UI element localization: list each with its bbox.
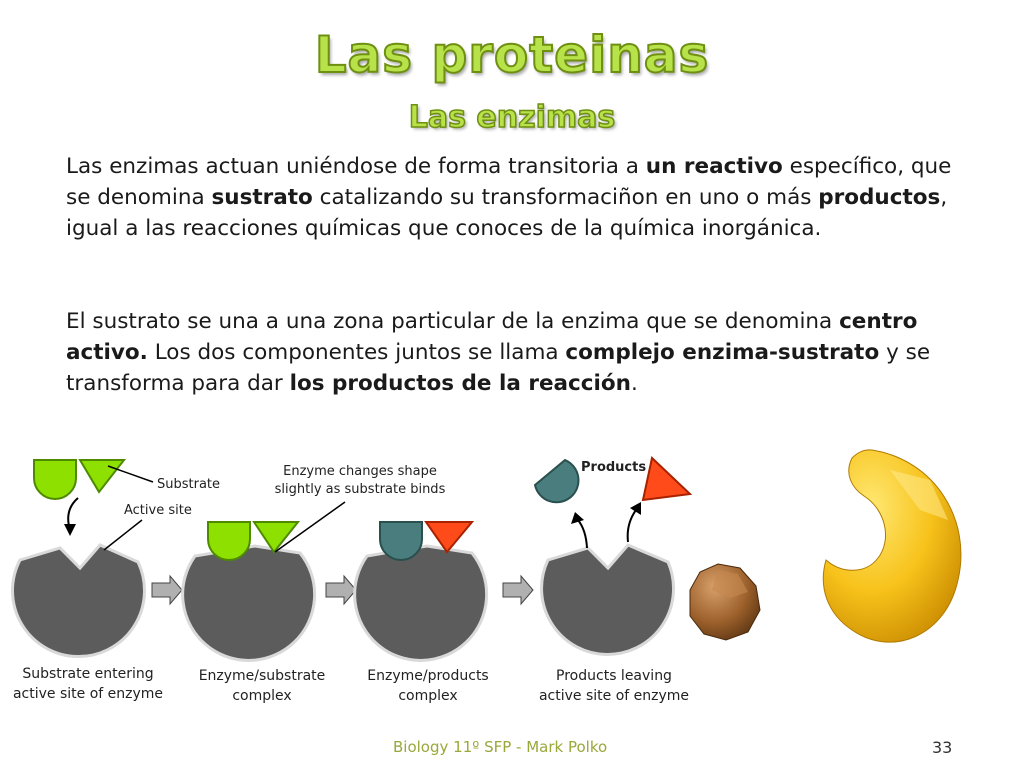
paragraph-active-site — [66, 306, 956, 399]
caption-3a: Enzyme/products — [367, 668, 489, 684]
step-arrow — [152, 576, 182, 604]
caption-2b: complex — [232, 688, 292, 704]
page-number: 33 — [932, 738, 953, 757]
label-substrate: Substrate — [157, 477, 221, 492]
enzyme-shape — [355, 546, 487, 660]
stage-products-leaving — [535, 458, 690, 704]
substrate-pointer — [108, 466, 153, 482]
term-productos-reaccion: los productos de la reacción — [289, 371, 631, 396]
enzyme-shape — [542, 545, 674, 654]
paragraph-text: Los dos componentes juntos se llama — [147, 340, 566, 365]
active-site-pointer — [104, 520, 142, 550]
enzyme-3d-shape — [823, 450, 961, 642]
product-teardrop — [535, 460, 578, 502]
paragraph-text: específico, que se denomina — [66, 154, 952, 210]
substrate-semicircle — [34, 460, 76, 499]
leaving-arrow-right — [628, 510, 636, 542]
term-complejo: complejo enzima-sustrato — [565, 340, 880, 365]
caption-4a: Products leaving — [556, 668, 672, 684]
caption-3b: complex — [398, 688, 458, 704]
leaving-arrowhead-left — [571, 512, 584, 524]
caption-1a: Substrate entering — [22, 666, 154, 682]
step-arrow — [503, 576, 533, 604]
leaving-arrow-left — [578, 520, 587, 548]
substrate-3d-model — [690, 564, 760, 640]
stage-enzyme-products-complex — [355, 522, 489, 704]
caption-2a: Enzyme/substrate — [198, 668, 326, 684]
substrate-semicircle — [208, 522, 250, 560]
slide-subtitle: Las enzimas — [408, 100, 616, 135]
paragraph-text: catalizando su transformaciñon en uno o más — [312, 185, 819, 210]
label-active-site: Active site — [124, 503, 192, 518]
term-centro-activo: centro activo. — [66, 309, 918, 365]
caption-1b: active site of enzyme — [12, 686, 164, 702]
label-shape-change-1: Enzyme changes shape — [283, 464, 437, 479]
term-productos: productos — [818, 185, 941, 210]
paragraph-substrate — [66, 151, 956, 244]
label-products: Products — [581, 460, 647, 475]
enzyme-shape — [12, 545, 144, 657]
paragraph-text: Las enzimas actuan uniéndose de forma transitoria a — [66, 154, 646, 179]
enzyme-shape — [183, 546, 315, 660]
term-reactivo: un reactivo — [645, 154, 783, 179]
product-triangle — [643, 458, 690, 500]
paragraph-text: , igual a las reacciones químicas que conoces de la química inorgánica. — [66, 185, 948, 241]
enzyme-diagram — [0, 440, 1024, 730]
term-sustrato: sustrato — [211, 185, 313, 210]
substrate-triangle — [80, 460, 124, 492]
paragraph-text: y se transforma para dar — [66, 340, 931, 396]
footer-text: Biology 11º SFP - Mark Polko — [393, 738, 608, 756]
leaving-arrowhead-right — [630, 502, 641, 515]
caption-4b: active site of enzyme — [538, 688, 690, 704]
paragraph-text: . — [631, 371, 638, 396]
enzyme-3d-model — [823, 450, 961, 642]
slide-title: Las proteinas — [314, 26, 710, 84]
product-semicircle — [380, 522, 422, 560]
paragraph-text: El sustrato se una a una zona particular de la enzima que se denomina — [66, 309, 840, 334]
step-arrow — [326, 576, 356, 604]
label-shape-change-2: slightly as substrate binds — [274, 482, 446, 497]
entering-arrowhead — [64, 524, 76, 536]
